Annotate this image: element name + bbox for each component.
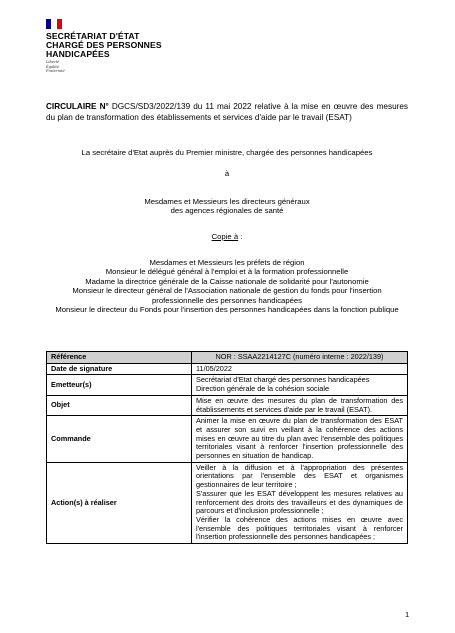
action-item: S'assurer que les ESAT développent les mesures relatives au renforcement des droits des travailleurs et des dynamiques de parcours et d'inclusion professionnelle ; bbox=[196, 488, 403, 516]
row-value-reference: NOR : SSAA2214127C (numéro interne : 2022/139) bbox=[192, 352, 408, 364]
row-key-objet: Objet bbox=[47, 395, 192, 415]
copie-colon: : bbox=[238, 232, 243, 241]
circular-label: CIRCULAIRE N° bbox=[46, 102, 109, 111]
emetteur-line-1: Secrétariat d'Etat chargé des personnes handicapées bbox=[196, 375, 370, 385]
table-row bbox=[47, 395, 408, 415]
ministry-name-line-1: SECRÉTARIAT D'ÉTAT bbox=[46, 31, 140, 41]
a-line: à bbox=[224, 169, 230, 178]
row-value-emetteurs bbox=[192, 375, 408, 395]
row-key-reference: Référence bbox=[47, 352, 192, 364]
table-row bbox=[47, 416, 408, 463]
table-row bbox=[47, 363, 408, 375]
republic-motto bbox=[46, 60, 246, 73]
row-key-actions: Action(s) à réaliser bbox=[47, 462, 192, 543]
action-item: Vérifier la cohérence des actions mises en œuvre avec l'ensemble des politiques territoriales visant à renforcer l'insertion professionnelle des personnes handicapées ; bbox=[196, 514, 403, 542]
sender-line: La secrétaire d'Etat auprès du Premier ministre, chargée des personnes handicapées bbox=[81, 148, 373, 157]
copy-recipient: Monsieur le délégué général à l'emploi et à la formation professionnelle bbox=[105, 267, 349, 277]
ministry-name-line-2: CHARGÉ DES PERSONNES bbox=[46, 39, 162, 50]
french-flag-icon bbox=[46, 19, 62, 29]
row-value-commande: Animer la mise en œuvre du plan de transformation des ESAT et assurer son suivi en veillant à la cohérence des actions mises en œuvre au titre du plan avec l'ensemble des politiques territoriales visant à renforcer l'insertion professionnelle des personnes en situation de handicap. bbox=[192, 416, 408, 463]
reference-table bbox=[46, 351, 408, 544]
row-key-emetteurs: Emetteur(s) bbox=[47, 375, 192, 395]
copy-recipient: Monsieur le directeur général de l'Association nationale de gestion du fonds pour l'insertion professionnelle des personnes handicapées bbox=[72, 286, 382, 305]
row-key-commande: Commande bbox=[47, 416, 192, 463]
recipients bbox=[46, 197, 408, 216]
motto-egalite: Égalité bbox=[46, 64, 59, 69]
table-row bbox=[47, 375, 408, 395]
circular-subject-text: DGCS/SD3/2022/139 du 11 mai 2022 relative à la mise en œuvre des mesures du plan de transformation des établissements et services d'aide par le travail (ESAT) bbox=[46, 102, 408, 122]
row-key-date: Date de signature bbox=[47, 363, 192, 375]
row-value-actions bbox=[192, 462, 408, 543]
copie-heading bbox=[46, 232, 408, 241]
ministry-name bbox=[46, 32, 246, 58]
copy-recipient: Mesdames et Messieurs les préfets de région bbox=[149, 258, 305, 267]
flag-red-band bbox=[57, 19, 62, 29]
action-item: Veiller à la diffusion et à l'appropriation des présentes orientations par l'ensemble des ESAT et organismes gestionnaires de leur territoire ; bbox=[196, 462, 403, 490]
table-row bbox=[47, 462, 408, 543]
copy-recipient: Monsieur le directeur du Fonds pour l'insertion des personnes handicapées dans la fonction publique bbox=[55, 305, 399, 315]
row-value-objet: Mise en œuvre des mesures du plan de transformation des établissements et services d'aide par le travail (ESAT). bbox=[192, 395, 408, 415]
recipient-line-1: Mesdames et Messieurs les directeurs généraux bbox=[144, 197, 310, 206]
copy-recipient: Madame la directrice générale de la Caisse nationale de solidarité pour l'autonomie bbox=[85, 276, 369, 286]
logo-block bbox=[46, 19, 246, 74]
motto-liberte: Liberté bbox=[46, 60, 60, 65]
circular-subject bbox=[46, 102, 408, 123]
row-value-date: 11/05/2022 bbox=[192, 363, 408, 375]
motto-fraternite: Fraternité bbox=[46, 69, 65, 74]
copies-list bbox=[46, 258, 408, 314]
emetteur-line-2: Direction générale de la cohésion sociale bbox=[196, 384, 330, 394]
copie-label: Copie à bbox=[211, 232, 239, 241]
page-number: 1 bbox=[405, 610, 410, 619]
recipient-line-2: des agences régionales de santé bbox=[170, 206, 284, 216]
table-row bbox=[47, 352, 408, 364]
ministry-name-line-3: HANDICAPÉES bbox=[46, 48, 110, 59]
